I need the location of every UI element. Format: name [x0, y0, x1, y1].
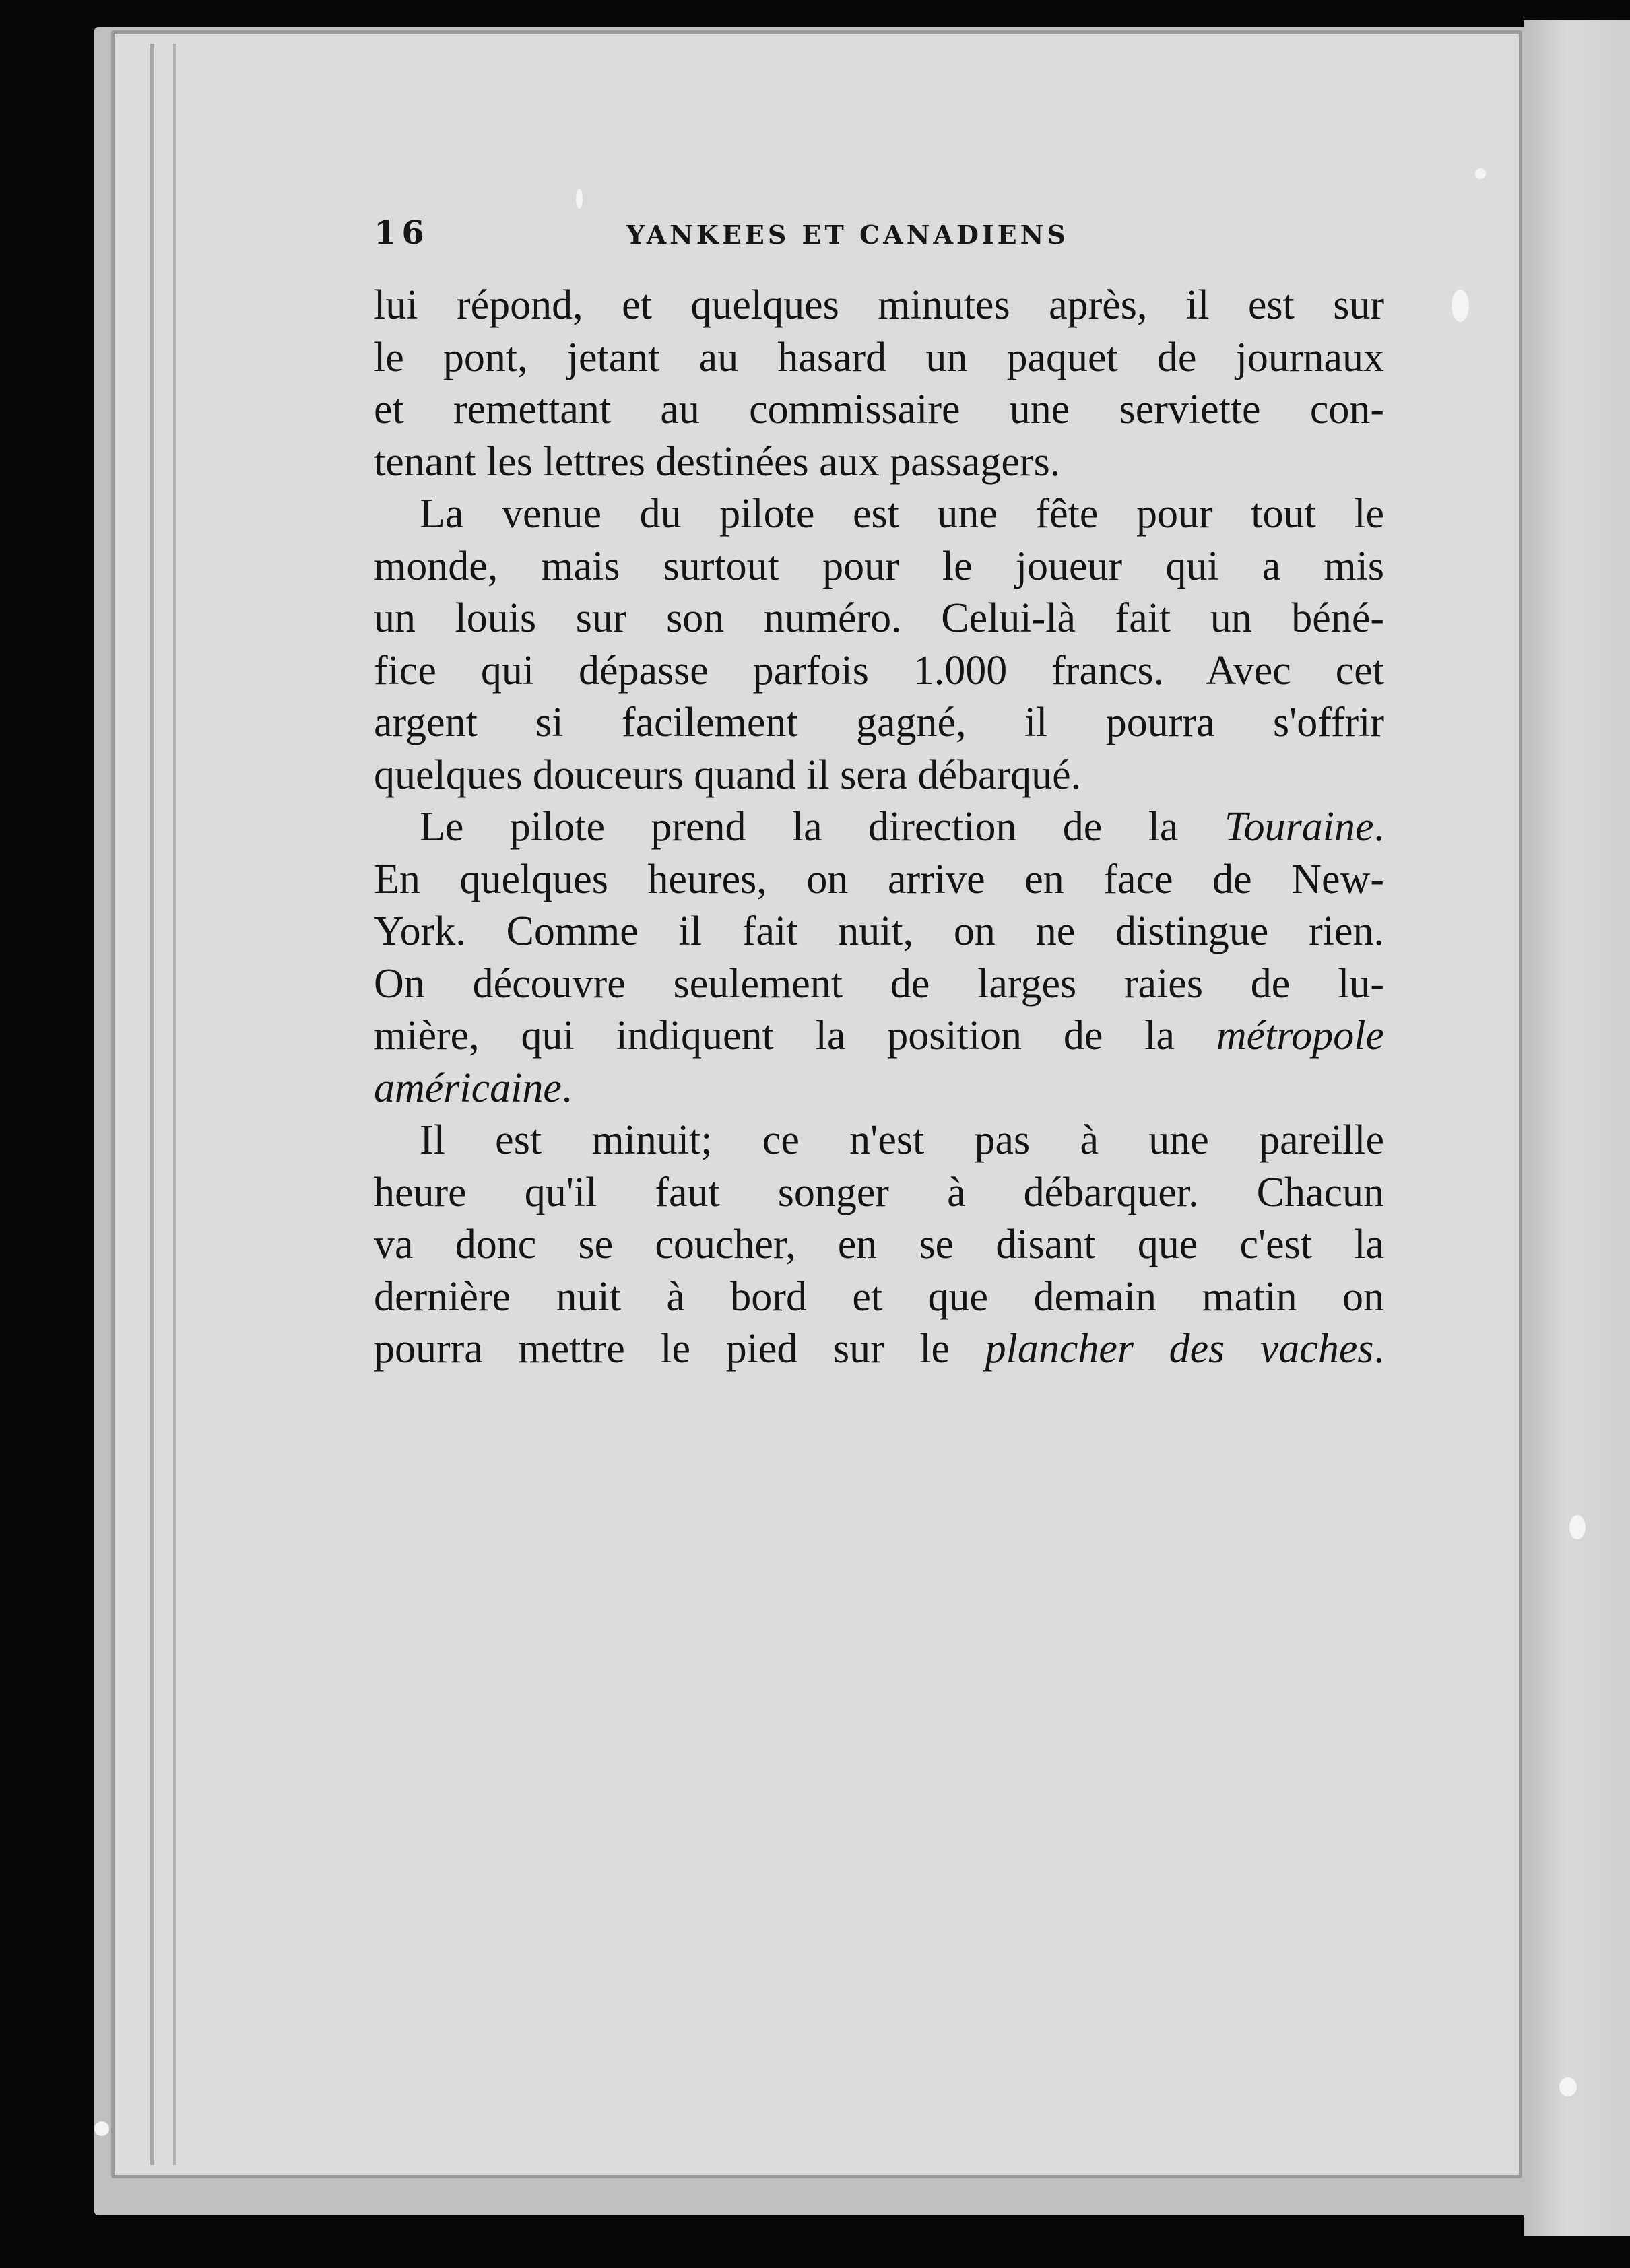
- text-run: mière, qui indiquent la position de la: [374, 1013, 1216, 1059]
- text-line: [374, 1010, 1384, 1063]
- text-run: pourra mettre le pied sur le: [374, 1326, 985, 1372]
- text-line: un louis sur son numéro. Celui-là fait un béné-: [374, 595, 1384, 641]
- text-run: .: [561, 1065, 573, 1111]
- text-run: .: [1373, 804, 1384, 850]
- text-run: .: [1373, 1326, 1384, 1372]
- italic-phrase: américaine: [374, 1065, 562, 1111]
- running-head: [374, 214, 1384, 268]
- italic-phrase: métropole: [1216, 1013, 1384, 1059]
- text-line: heure qu'il faut songer à débarquer. Chacun: [374, 1169, 1384, 1215]
- text-line: quelques douceurs quand il sera débarqué.: [374, 752, 1082, 798]
- paragraph-4: [374, 1114, 1384, 1376]
- body-text: [374, 279, 1384, 1376]
- text-run: Le pilote prend la direction de la: [420, 804, 1225, 850]
- text-line: et remettant au commissaire une serviette con-: [374, 387, 1384, 432]
- scan-dust: [1569, 1515, 1586, 1539]
- text-line: lui répond, et quelques minutes après, il est sur: [374, 282, 1384, 328]
- scan-dust: [1452, 290, 1469, 322]
- text-line: tenant les lettres destinées aux passagers.: [374, 438, 1061, 485]
- scan-dust: [1475, 168, 1486, 179]
- page-edge-rule: [173, 44, 176, 2165]
- text-line: [374, 1063, 1384, 1115]
- ship-name-italic: Touraine: [1224, 804, 1374, 850]
- text-line: monde, mais surtout pour le joueur qui a mis: [374, 543, 1384, 589]
- text-line: En quelques heures, on arrive en face de New-: [374, 856, 1384, 902]
- text-line: fice qui dépasse parfois 1.000 francs. Avec cet: [374, 647, 1384, 694]
- page-edge-rule: [150, 44, 154, 2165]
- text-line: [374, 801, 1384, 854]
- paragraph-3: [374, 801, 1384, 1114]
- paragraph-1: [374, 279, 1384, 488]
- text-line: dernière nuit à bord et que demain matin on: [374, 1273, 1384, 1320]
- paragraph-2: [374, 488, 1384, 801]
- scan-dust: [576, 189, 583, 209]
- text-line: argent si facilement gagné, il pourra s'offrir: [374, 700, 1384, 745]
- text-line: Il est minuit; ce n'est pas à une pareille: [420, 1117, 1384, 1163]
- text-line: La venue du pilote est une fête pour tout le: [420, 491, 1384, 537]
- text-line: York. Comme il fait nuit, on ne distingue rien.: [374, 908, 1384, 954]
- scan-dust: [1559, 2077, 1577, 2096]
- text-line: le pont, jetant au hasard un paquet de journaux: [374, 334, 1384, 380]
- scan-dust: [94, 2121, 109, 2136]
- text-line: va donc se coucher, en se disant que c'est la: [374, 1222, 1384, 1267]
- page-number: 16: [374, 214, 430, 252]
- italic-phrase: plancher des vaches: [985, 1326, 1374, 1372]
- text-line: On découvre seulement de larges raies de lu-: [374, 960, 1384, 1007]
- text-line: [374, 1323, 1384, 1376]
- facing-page-edge: [1524, 20, 1630, 2236]
- book-title: YANKEES ET CANADIENS: [626, 220, 1069, 250]
